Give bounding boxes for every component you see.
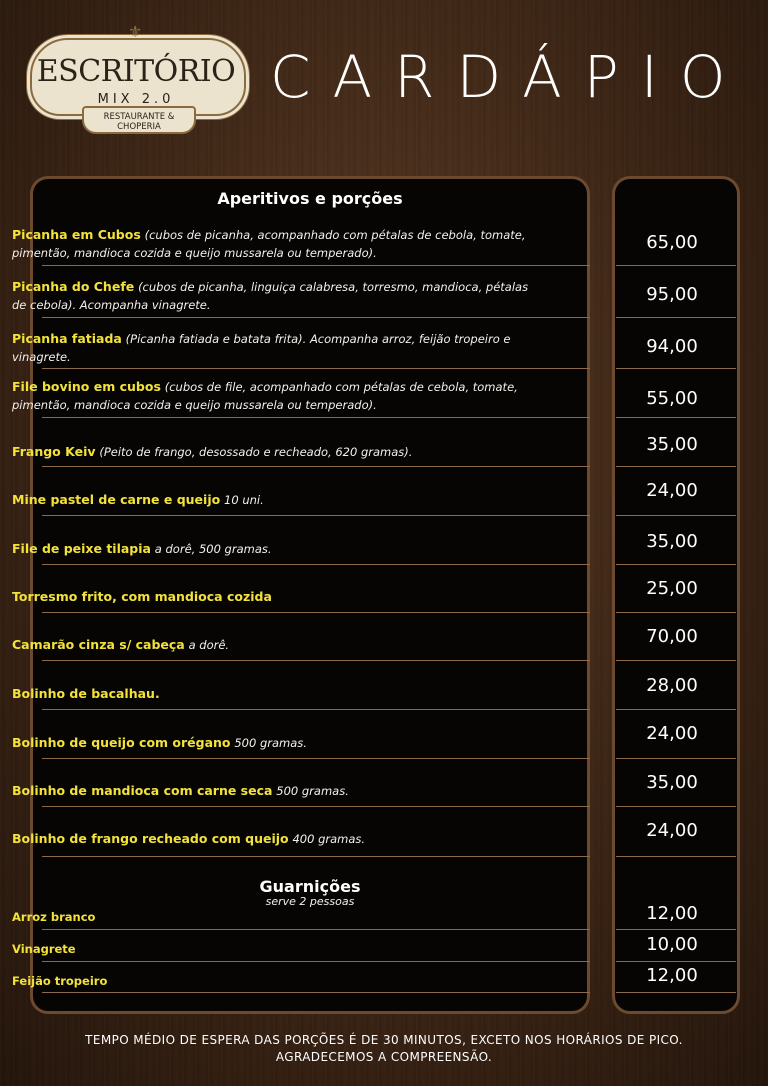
item-price: 24,00 [646,480,698,501]
item-name: Mine pastel de carne e queijo [12,492,221,507]
divider [616,660,736,661]
item-price: 28,00 [646,675,698,696]
divider [616,368,736,369]
item-price: 12,00 [646,965,698,986]
item-price: 10,00 [646,934,698,955]
item-description: (cubos de file, acompanhado com pétalas de cebola, tomate, pimentão, mandioca cozida e queijo mussarela ou temperado). [12,380,518,412]
divider [42,992,590,993]
menu-item [12,378,542,414]
divider [616,265,736,266]
menu-item [12,540,542,558]
footer-line-1: TEMPO MÉDIO DE ESPERA DAS PORÇÕES É DE 30 MINUTOS, EXCETO NOS HORÁRIOS DE PICO. [85,1033,683,1047]
item-price: 65,00 [646,232,698,253]
item-name: File bovino em cubos [12,379,161,394]
divider [42,265,590,266]
item-description: 400 gramas. [292,832,366,846]
section-title-guarnicoes: Guarnições [259,877,361,896]
item-description: 10 uni. [224,493,264,507]
divider [42,368,590,369]
item-name: File de peixe tilapia [12,541,151,556]
logo-mix: MIX 2.0 [97,92,175,107]
divider [42,758,590,759]
menu-item [12,278,542,314]
item-description: 500 gramas. [234,736,307,750]
footer-notice [0,1032,768,1066]
item-price: 94,00 [646,336,698,357]
menu-item [12,940,542,958]
divider [42,466,590,467]
menu-item [12,491,542,509]
menu-item [12,588,542,606]
divider [616,929,736,930]
item-description: (cubos de picanha, acompanhado com pétalas de cebola, tomate, pimentão, mandioca cozida e queijo mussarela ou temperado). [12,228,526,260]
footer-line-2: AGRADECEMOS A COMPREENSÃO. [275,1050,493,1064]
divider [616,758,736,759]
item-price: 35,00 [646,772,698,793]
divider [616,856,736,857]
divider [42,417,590,418]
divider [616,806,736,807]
section-title-aperitivos: Aperitivos e porções [217,189,403,208]
item-name: Picanha do Chefe [12,279,135,294]
divider [616,992,736,993]
menu-item [12,782,542,800]
item-description: (cubos de picanha, linguiça calabresa, torresmo, mandioca, pétalas de cebola). Acompanha vinagrete. [12,280,529,312]
item-price: 55,00 [646,388,698,409]
divider [42,317,590,318]
menu-item [12,443,542,461]
item-name: Bolinho de queijo com orégano [12,735,231,750]
menu-item [12,734,542,752]
item-description: (Peito de frango, desossado e recheado, 620 gramas). [99,445,413,459]
item-description: 500 gramas. [276,784,349,798]
divider [42,564,590,565]
menu-item [12,830,542,848]
menu-item [12,636,542,654]
item-name: Picanha em Cubos [12,227,141,242]
menu-item [12,330,542,366]
divider [42,660,590,661]
divider [42,961,590,962]
item-name: Vinagrete [12,942,76,956]
restaurant-logo [24,20,248,140]
item-price: 24,00 [646,820,698,841]
divider [616,612,736,613]
item-price: 25,00 [646,578,698,599]
item-name: Torresmo frito, com mandioca cozida [12,589,272,604]
divider [616,564,736,565]
item-name: Frango Keiv [12,444,96,459]
item-name: Bolinho de frango recheado com queijo [12,831,289,846]
item-price: 35,00 [646,531,698,552]
logo-subtitle: RESTAURANTE & CHOPERIA [103,112,175,132]
item-name: Arroz branco [12,910,96,924]
menu-item [12,908,542,926]
item-price: 70,00 [646,626,698,647]
section-subtitle-guarnicoes: serve 2 pessoas [265,895,355,908]
item-name: Feijão tropeiro [12,974,108,988]
item-price: 95,00 [646,284,698,305]
item-name: Bolinho de mandioca com carne seca [12,783,273,798]
divider [42,709,590,710]
item-price: 12,00 [646,903,698,924]
item-name: Camarão cinza s/ cabeça [12,637,185,652]
divider [616,466,736,467]
item-description: a dorê. [188,638,230,652]
item-name: Bolinho de bacalhau. [12,686,160,701]
menu-item [12,685,542,703]
divider [616,961,736,962]
divider [42,806,590,807]
divider [616,317,736,318]
divider [42,515,590,516]
divider [42,856,590,857]
item-description: (Picanha fatiada e batata frita). Acompanha arroz, feijão tropeiro e vinagrete. [12,332,511,364]
item-name: Picanha fatiada [12,331,122,346]
item-price: 24,00 [646,723,698,744]
divider [616,709,736,710]
divider [616,417,736,418]
fleur-de-lis-icon: ⚜ [128,22,143,41]
divider [42,612,590,613]
divider [616,515,736,516]
menu-item [12,226,542,262]
page-title: CARDÁPIO [270,43,748,111]
logo-name: ESCRITÓRIO [36,54,236,89]
item-price: 35,00 [646,434,698,455]
divider [42,929,590,930]
menu-item [12,972,542,990]
item-description: a dorê, 500 gramas. [154,542,272,556]
